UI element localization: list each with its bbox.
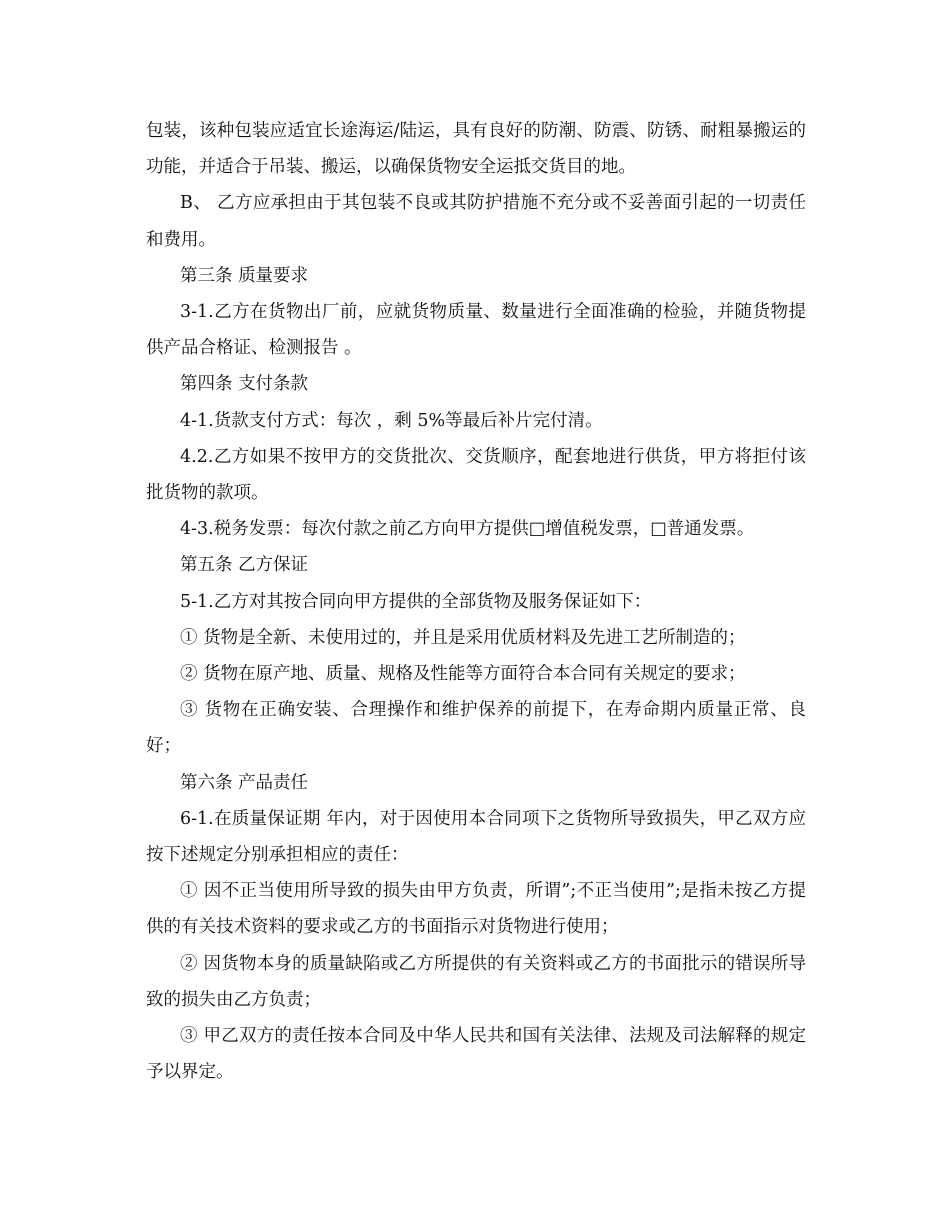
list-item-guarantee-3: ③ 货物在正确安装、合理操作和维护保养的前提下，在寿命期内质量正常、良好； <box>146 700 806 757</box>
paragraph-4-1: 4-1.货款支付方式：每次 ，剩 5%等最后补片完付清。 <box>180 410 603 431</box>
heading-article-4: 第四条 支付条款 <box>180 374 309 395</box>
paragraph-packaging-continued: 包装，该种包装应适宜长途海运/陆运，具有良好的防潮、防震、防锈、耐粗暴搬运的功能，并适合于吊装、搬运，以确保货物安全运抵交货目的地。 <box>146 121 806 178</box>
list-item-liability-2: ② 因货物本身的质量缺陷或乙方所提供的有关资料或乙方的书面批示的错误所导致的损失由乙方负责； <box>146 953 806 1010</box>
heading-article-6: 第六条 产品责任 <box>180 772 309 793</box>
list-item-guarantee-2: ② 货物在原产地、质量、规格及性能等方面符合本合同有关规定的要求； <box>180 664 746 685</box>
list-item-liability-1: ① 因不正当使用所导致的损失由甲方负责，所谓”;不正当使用”;是指未按乙方提供的有关技术资料的要求或乙方的书面指示对货物进行使用； <box>146 881 806 938</box>
paragraph-5-1: 5-1.乙方对其按合同向甲方提供的全部货物及服务保证如下： <box>180 591 652 612</box>
heading-article-3: 第三条 质量要求 <box>180 265 309 286</box>
paragraph-clause-b: B、 乙方应承担由于其包装不良或其防护措施不充分或不妥善面引起的一切责任和费用。 <box>146 193 806 250</box>
heading-article-5: 第五条 乙方保证 <box>180 555 309 576</box>
document-body <box>146 113 806 1090</box>
paragraph-3-1: 3-1.乙方在货物出厂前，应就货物质量、数量进行全面准确的检验，并随货物提供产品合格证、检测报告 。 <box>146 302 806 359</box>
list-item-guarantee-1: ① 货物是全新、未使用过的，并且是采用优质材料及先进工艺所制造的； <box>180 627 746 648</box>
list-item-liability-3: ③ 甲乙双方的责任按本合同及中华人民共和国有关法律、法规及司法解释的规定予以界定。 <box>146 1026 806 1083</box>
paragraph-4-3: 4-3.税务发票：每次付款之前乙方向甲方提供□增值税发票，□普通发票。 <box>180 519 755 540</box>
paragraph-4-2: 4.2.乙方如果不按甲方的交货批次、交货顺序，配套地进行供货，甲方将拒付该批货物的款项。 <box>146 446 806 504</box>
paragraph-6-1: 6-1.在质量保证期 年内，对于因使用本合同项下之货物所导致损失，甲乙双方应按下述规定分别承担相应的责任： <box>146 808 806 866</box>
